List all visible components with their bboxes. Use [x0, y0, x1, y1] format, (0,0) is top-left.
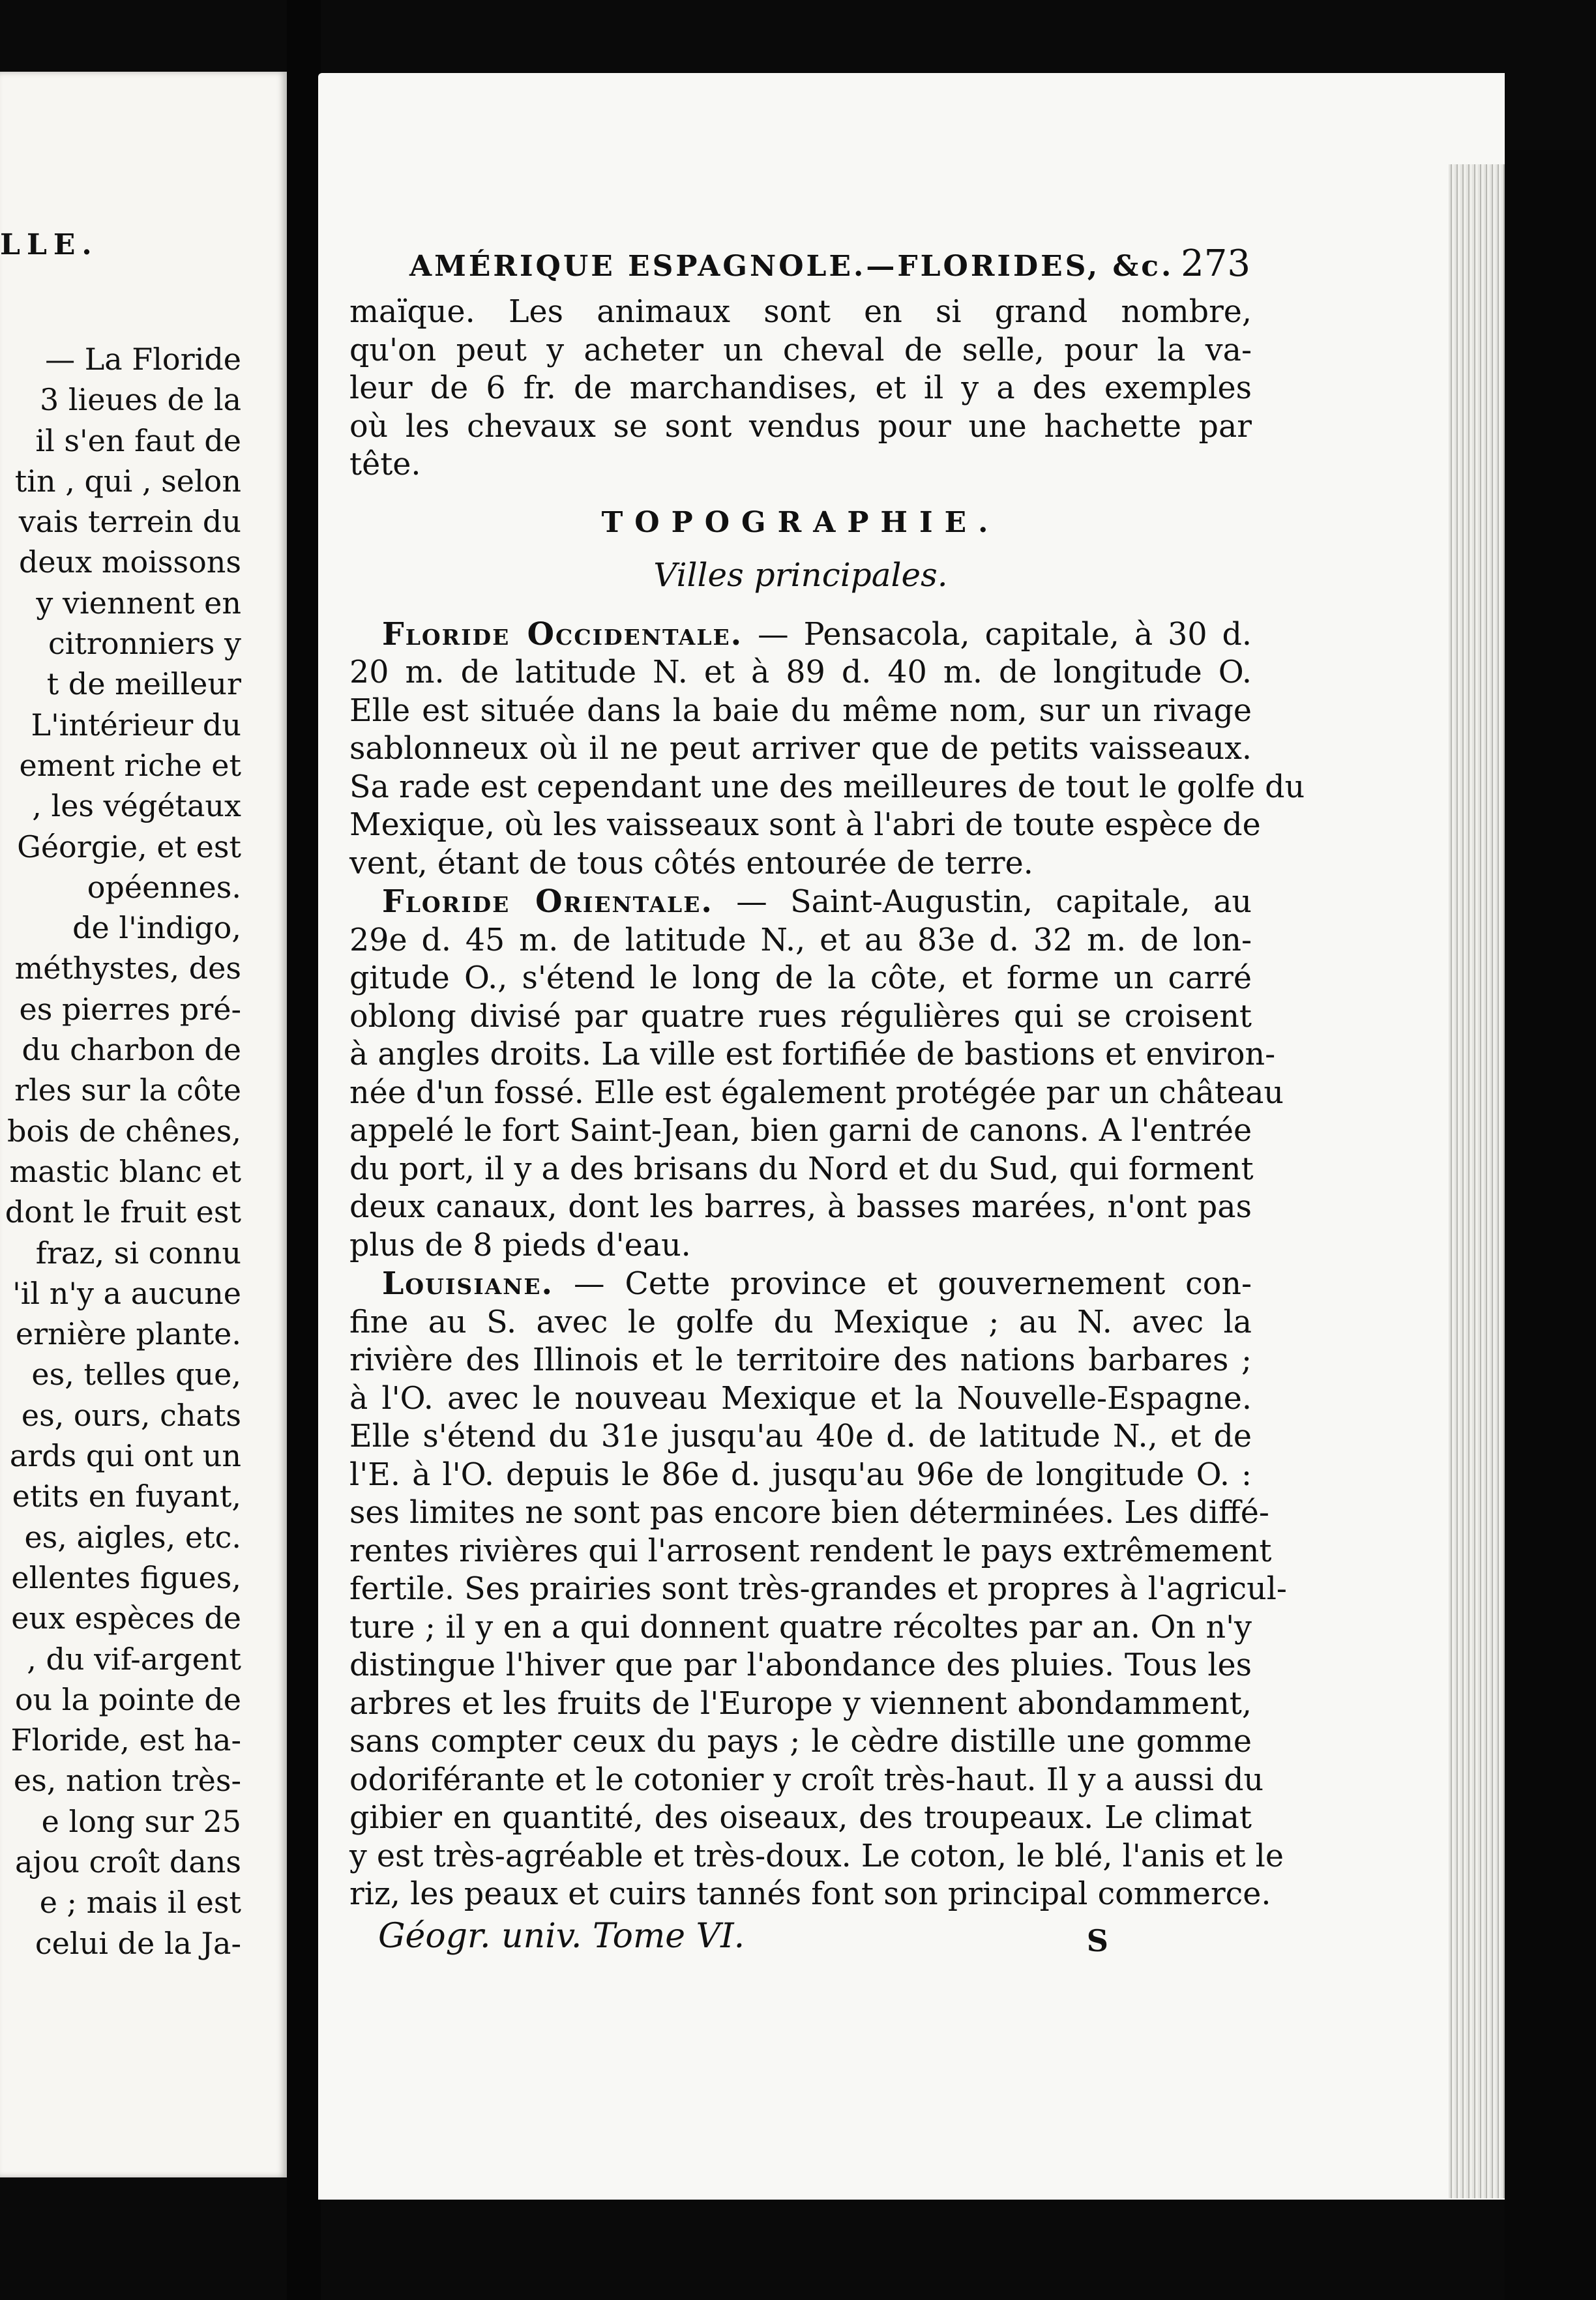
paragraph-heading: Louisiane. — [382, 1265, 554, 1302]
book-gutter — [287, 0, 321, 2300]
left-text-line: ards qui ont un — [9, 1438, 241, 1474]
left-text-line: es, ours, chats — [21, 1397, 241, 1433]
paragraph-floride-orientale — [349, 883, 1284, 1265]
text-line: née d'un fossé. Elle est également protégée par un château — [349, 1074, 1284, 1111]
left-text-line: méthystes, des — [14, 951, 241, 986]
text-line: qu'on peut y acheter un cheval de selle, pour la va- — [349, 332, 1252, 368]
text-line: y est très-agréable et très-doux. Le coton, le blé, l'anis et le — [349, 1838, 1284, 1874]
left-text-line: es, telles que, — [31, 1357, 241, 1393]
text-line: ture ; il y en a qui donnent quatre récoltes par an. On n'y — [349, 1609, 1252, 1645]
text-line: du port, il y a des brisans du Nord et du Sud, qui forment — [349, 1151, 1254, 1187]
text-line — [349, 1265, 1252, 1304]
text-line-rest: — Saint-Augustin, capitale, au — [713, 884, 1252, 920]
left-page-text — [0, 339, 241, 1964]
left-text-line: t de meilleur — [46, 666, 241, 702]
text-line: deux canaux, dont les barres, à basses marées, n'ont pas — [349, 1189, 1252, 1225]
left-text-line: e ; mais il est — [39, 1885, 241, 1921]
left-text-line: — La Floride — [45, 342, 241, 377]
left-text-line: citronniers y — [48, 626, 241, 662]
paragraph-heading: Floride Orientale. — [382, 883, 713, 920]
text-line: vent, étant de tous côtés entourée de terre. — [349, 845, 1033, 881]
text-line: rentes rivières qui l'arrosent rendent le pays extrêmement — [349, 1533, 1272, 1569]
text-line: sans compter ceux du pays ; le cèdre distille une gomme — [349, 1724, 1252, 1760]
left-text-line: rles sur la côte — [14, 1072, 241, 1108]
text-line: tête. — [349, 447, 421, 482]
text-line: gibier en quantité, des oiseaux, des troupeaux. Le climat — [349, 1800, 1252, 1836]
left-text-line: Géorgie, et est — [17, 829, 241, 864]
text-line: gitude O., s'étend le long de la côte, et forme un carré — [349, 960, 1252, 996]
paragraph-heading: Floride Occidentale. — [382, 615, 743, 653]
text-line: Elle s'étend du 31e jusqu'au 40e d. de latitude N., et de — [349, 1419, 1252, 1454]
text-line: fertile. Ses prairies sont très-grandes et propres à l'agricul- — [349, 1571, 1287, 1607]
text-line: plus de 8 pieds d'eau. — [349, 1227, 691, 1263]
text-line: l'E. à l'O. depuis le 86e d. jusqu'au 96e de longitude O. : — [349, 1456, 1252, 1493]
left-text-line: bois de chênes, — [7, 1113, 241, 1149]
subsection-title: Villes principales. — [653, 556, 948, 594]
text-line: rivière des Illinois et le territoire des nations barbares ; — [349, 1342, 1252, 1378]
left-text-line: tin , qui , selon — [14, 463, 241, 499]
left-text-line: , les végétaux — [32, 788, 241, 824]
page-edge — [1449, 164, 1505, 2198]
left-text-line: y viennent en — [36, 585, 241, 621]
text-line: à angles droits. La ville est fortifiée de bastions et environ- — [349, 1037, 1276, 1072]
text-line-rest: — Pensacola, capitale, à 30 d. — [743, 616, 1252, 653]
left-text-line: ellentes figues, — [11, 1559, 241, 1595]
text-line: sablonneux où il ne peut arriver que de petits vaisseaux. — [349, 731, 1252, 767]
left-text-line: ajou croît dans — [15, 1844, 241, 1880]
intro-paragraph — [349, 293, 1252, 484]
left-text-line: ou la pointe de — [14, 1681, 241, 1717]
text-line: fine au S. avec le golfe du Mexique ; au N. avec la — [349, 1304, 1252, 1340]
text-line: 29e d. 45 m. de latitude N., et au 83e d. 32 m. de lon- — [349, 922, 1252, 958]
page-body — [349, 293, 1305, 1914]
text-line: arbres et les fruits de l'Europe y viennent abondamment, — [349, 1685, 1252, 1722]
text-line: maïque. Les animaux sont en si grand nombre, — [349, 294, 1252, 330]
left-text-line: vais terrein du — [18, 504, 241, 540]
right-shadow — [1505, 150, 1596, 2300]
page-number: 273 — [1181, 243, 1250, 285]
left-text-line: du charbon de — [22, 1032, 241, 1068]
text-line: 20 m. de latitude N. et à 89 d. 40 m. de longitude O. — [349, 655, 1252, 690]
text-line: Sa rade est cependant une des meilleures de tout le golfe du — [349, 769, 1305, 805]
paragraph-louisiane — [349, 1265, 1287, 1914]
left-text-line: e long sur 25 — [41, 1803, 241, 1839]
text-line: Elle est située dans la baie du même nom, sur un rivage — [349, 692, 1252, 729]
left-text-line: ement riche et — [19, 747, 241, 783]
left-text-line: L'intérieur du — [31, 707, 241, 743]
text-line: oblong divisé par quatre rues régulières qui se croisent — [349, 998, 1252, 1035]
left-page — [0, 72, 287, 2177]
left-text-line: il s'en faut de — [35, 422, 241, 458]
left-text-line: mastic blanc et — [9, 1153, 241, 1189]
left-text-line: es, aigles, etc. — [24, 1519, 241, 1555]
left-running-head: LLE. — [0, 228, 98, 261]
left-text-line: Floride, est ha- — [10, 1722, 241, 1758]
section-title: TOPOGRAPHIE. — [601, 505, 1000, 539]
footer-signature: Géogr. univ. Tome VI. — [378, 1917, 745, 1956]
left-text-line: , du vif-argent — [27, 1641, 241, 1677]
text-line: appelé le fort Saint-Jean, bien garni de canons. A l'entrée — [349, 1113, 1252, 1149]
left-text-line: celui de la Ja- — [35, 1925, 241, 1961]
left-text-line: etits en fuyant, — [12, 1479, 241, 1514]
text-line: Mexique, où les vaisseaux sont à l'abri de toute espèce de — [349, 807, 1261, 843]
left-text-line: opéennes. — [87, 869, 241, 905]
paragraph-floride-occidentale — [349, 615, 1305, 883]
left-text-line: fraz, si connu — [35, 1235, 241, 1271]
text-line: distingue l'hiver que par l'abondance des pluies. Tous les — [349, 1647, 1252, 1683]
running-head-title: AMÉRIQUE ESPAGNOLE.—FLORIDES, &c. — [409, 250, 1174, 283]
left-text-line: dont le fruit est — [5, 1194, 241, 1230]
left-text-line: 'il n'y a aucune — [12, 1275, 241, 1311]
left-text-line: es, nation très- — [13, 1763, 241, 1799]
text-line — [349, 883, 1252, 922]
left-text-line: de l'indigo, — [72, 910, 241, 946]
page-footer — [378, 1917, 1108, 1958]
text-line: leur de 6 fr. de marchandises, et il y a des exemples — [349, 370, 1252, 406]
text-line: à l'O. avec le nouveau Mexique et la Nouvelle-Espagne. — [349, 1380, 1252, 1417]
text-line — [349, 615, 1252, 655]
text-line: ses limites ne sont pas encore bien déterminées. Les diffé- — [349, 1495, 1269, 1531]
text-line-rest: — Cette province et gouvernement con- — [554, 1266, 1252, 1302]
running-head — [409, 243, 1250, 285]
left-text-line: eux espèces de — [11, 1600, 241, 1636]
left-text-line: 3 lieues de la — [39, 382, 241, 418]
text-line: riz, les peaux et cuirs tannés font son principal commerce. — [349, 1876, 1271, 1912]
left-text-line: ernière plante. — [15, 1316, 241, 1352]
left-text-line: deux moissons — [18, 544, 241, 580]
text-line: odoriférante et le cotonier y croît très-haut. Il y a aussi du — [349, 1762, 1264, 1798]
text-line: où les chevaux se sont vendus pour une hachette par — [349, 408, 1252, 445]
signature-mark: S — [1086, 1923, 1108, 1958]
left-text-line: es pierres pré- — [19, 991, 241, 1027]
